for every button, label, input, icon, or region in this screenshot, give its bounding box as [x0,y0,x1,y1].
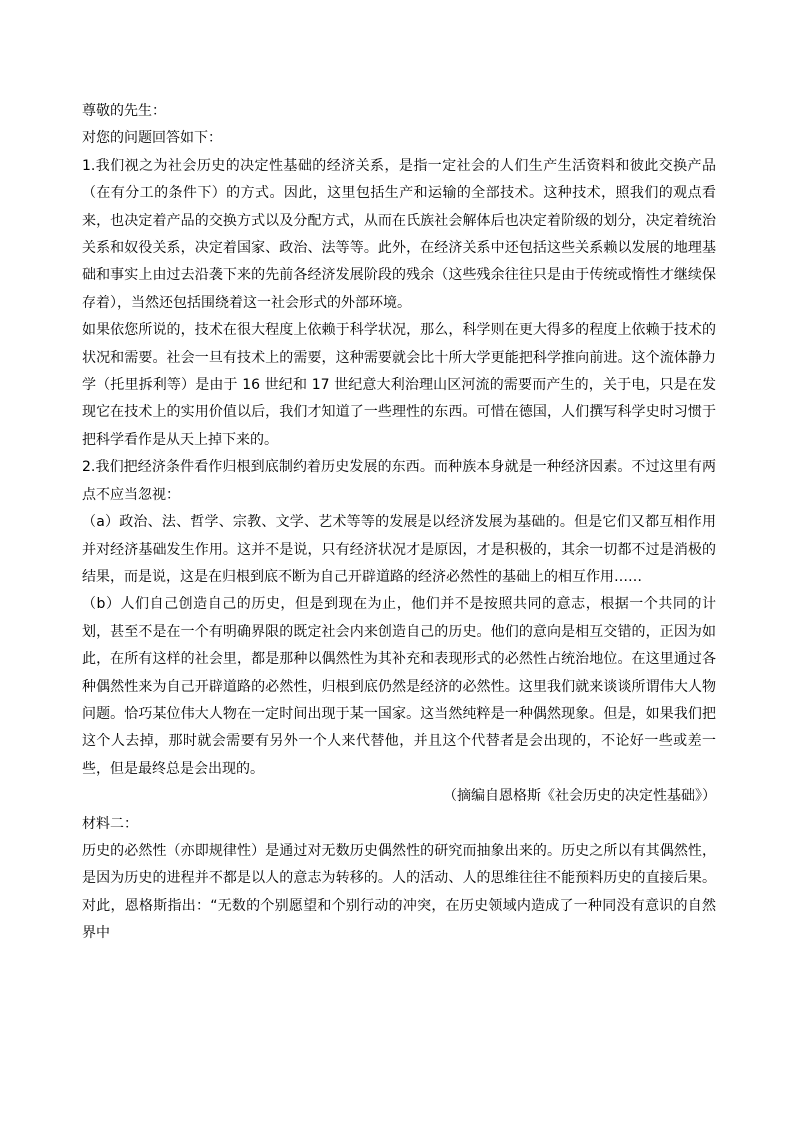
salutation: 尊敬的先生： [82,103,166,119]
science-paragraph: 如果依您所说的，技术在很大程度上依赖于科学状况，那么，科学则在更大得多的程度上依赖于技术的状况和需要。社会一旦有技术上的需要，这种需要就会比十所大学更能把科学推向前进。这个流体静力学（托里拆利等）是由于 16 世纪和 17 世纪意大利治理山区河流的需要而产生的，关于电，只是在发现它在技术上的实用价值以后，我们才知道了一些理性的东西。可惜在德国，人们撰写科学史时习惯于把科学看作是从天上掉下来的。 [82,322,716,448]
material-2-heading: 材料二： [82,815,138,832]
source-citation: （摘编自恩格斯《社会历史的决定性基础》） [443,788,716,805]
document-body [82,98,716,948]
intro-line: 对您的问题回答如下： [82,130,222,147]
material-2-paragraph: 历史的必然性（亦即规律性）是通过对无数历史偶然性的研究而抽象出来的。历史之所以有其偶然性，是因为历史的进程并不都是以人的意志为转移的。人的活动、人的思维往往不能预料历史的直接后果。对此，恩格斯指出：“无数的个别愿望和个别行动的冲突，在历史领域内造成了一种同没有意识的自然界中 [82,842,716,942]
point-b-paragraph: （b）人们自己创造自己的历史，但是到现在为止，他们并不是按照共同的意志，根据一个共同的计划，甚至不是在一个有明确界限的既定社会内来创造自己的历史。他们的意向是相互交错的，正因为如此，在所有这样的社会里，都是那种以偶然性为其补充和表现形式的必然性占统治地位。在这里通过各种偶然性来为自己开辟道路的必然性，归根到底仍然是经济的必然性。这里我们就来谈谈所谓伟大人物问题。恰巧某位伟大人物在一定时间出现于某一国家。这当然纯粹是一种偶然现象。但是，如果我们把这个人去掉，那时就会需要有另外一个人来代替他，并且这个代替者是会出现的，不论好一些或差一些，但是最终总是会出现的。 [82,596,716,777]
point-1-paragraph: 1.我们视之为社会历史的决定性基础的经济关系，是指一定社会的人们生产生活资料和彼此交换产品（在有分工的条件下）的方式。因此，这里包括生产和运输的全部技术。这种技术，照我们的观点看来，也决定着产品的交换方式以及分配方式，从而在氏族社会解体后也决定着阶级的划分，决定着统治关系和奴役关系，决定着国家、政治、法等等。此外，在经济关系中还包括这些关系赖以发展的地理基础和事实上由过去沿袭下来的先前各经济发展阶段的残余（这些残余往往只是由于传统或惰性才继续保存着），当然还包括围绕着这一社会形式的外部环境。 [82,157,716,311]
point-a-paragraph: （a）政治、法、哲学、宗教、文学、艺术等等的发展是以经济发展为基础的。但是它们又都互相作用并对经济基础发生作用。这并不是说，只有经济状况才是原因，才是积极的，其余一切都不过是消极的结果，而是说，这是在归根到底不断为自己开辟道路的经济必然性的基础上的相互作用…… [82,514,716,585]
point-2-paragraph: 2.我们把经济条件看作归根到底制约着历史发展的东西。而种族本身就是一种经济因素。不过这里有两点不应当忽视： [82,459,716,503]
